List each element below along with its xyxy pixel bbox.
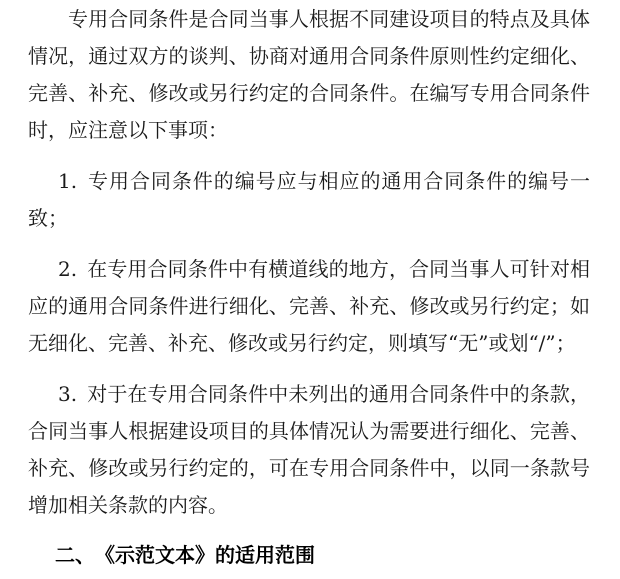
- paragraph-item-1: 1. 专用合同条件的编号应与相应的通用合同条件的编号一致；: [28, 169, 590, 230]
- paragraph-intro: 专用合同条件是合同当事人根据不同建设项目的特点及具体情况，通过双方的谈判、协商对通用合同条件原则性约定细化、完善、补充、修改或另行约定的合同条件。在编写专用合同条件时，应注意以下事项：: [28, 7, 590, 142]
- paragraph-item-3: 3. 对于在专用合同条件中未列出的通用合同条件中的条款，合同当事人根据建设项目的具体情况认为需要进行细化、完善、补充、修改或另行约定的，可在专用合同条件中，以同一条款号增加相关条款的内容。: [28, 382, 590, 517]
- paragraph-item-2: 2. 在专用合同条件中有横道线的地方，合同当事人可针对相应的通用合同条件进行细化、完善、补充、修改或另行约定；如无细化、完善、补充、修改或另行约定，则填写“无”或划“/”；: [28, 257, 590, 355]
- section-heading: 二、 《示范文本》的适用范围: [55, 545, 315, 567]
